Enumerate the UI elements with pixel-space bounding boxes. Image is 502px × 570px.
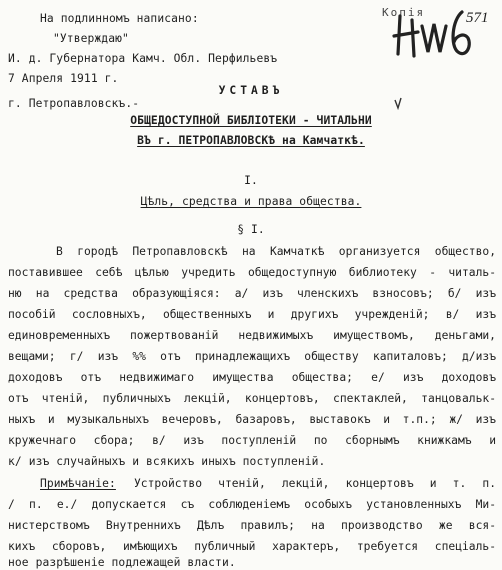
body-line: поставившее себѣ цѣлью учредить общедоступную библиотеку - читаль-	[8, 266, 496, 279]
approval-line-2: "Утверждаю"	[53, 32, 129, 45]
handwritten-number-mark	[392, 6, 492, 64]
note-line: нистерствомъ Внутреннихъ Дѣлъ правилъ; на производство же вся-	[8, 519, 496, 532]
title-subline-2: ВЪ г. ПЕТРОПАВЛОВСКѢ на Камчаткѣ.	[137, 134, 365, 147]
note-line: Устройство чтеній, лекцій, концертовъ и т. п.	[134, 477, 496, 490]
handwritten-tick-mark	[393, 96, 403, 110]
body-line: доходовъ отъ недвижимаго имущества общества; е/ изъ доходовъ	[8, 371, 496, 384]
body-line: кружечнаго сбора; в/ изъ поступленій по сборнымъ книжкамъ и	[8, 434, 496, 447]
note-line: / п. е./ допускается съ соблюденіемъ особыхъ установленныхъ Ми-	[8, 498, 496, 511]
body-line: пособій сословныхъ, общественныхъ и другихъ учрежденій; в/ изъ	[8, 308, 496, 321]
body-line: вещами; г/ изъ %% отъ принадлежащихъ обществу капиталовъ; д/изъ	[8, 350, 496, 363]
svg-text:571: 571	[466, 10, 489, 26]
body-line: ню на средства образующiяся: а/ изъ членскихъ взносовъ; б/ изъ	[8, 287, 496, 300]
body-line: к/ изъ случайныхъ и всякихъ иныхъ поступленій.	[8, 455, 326, 468]
note-label: Примѣчаніе:	[40, 477, 116, 490]
section-heading: Цѣль, средства и права общества.	[140, 195, 362, 208]
approval-line-4: 7 Апреля 1911 г.	[8, 72, 119, 85]
paragraph-mark: § I.	[237, 223, 265, 236]
body-line: В городѣ Петропавловскѣ на Камчаткѣ организуется общество,	[56, 245, 496, 258]
copy-mark: Копія	[382, 6, 426, 19]
document-title: УСТАВЪ	[218, 84, 284, 97]
body-line: ныхъ и музыкальныхъ вечеровъ, базаровъ, выставокъ и т.п.; ж/ изъ	[8, 413, 496, 426]
body-line: единовременныхъ пожертвованій недвижимыхъ имуществомъ, деньгами,	[8, 329, 496, 342]
title-subline-1: ОБЩЕДОСТУПНОЙ БИБЛІОТЕКИ - ЧИТАЛЬНИ	[130, 114, 372, 127]
place-line: г. Петропавловскъ.-	[8, 97, 140, 110]
body-line: отъ чтеній, публичныхъ лекцій, концертовъ, спектаклей, танцовальк-	[8, 392, 496, 405]
approval-line-1: На подлинномъ написано:	[40, 12, 199, 25]
approval-line-3: И. д. Губернатора Камч. Обл. Перфильевъ	[8, 52, 278, 65]
note-line: кихъ сборовъ, имѣющихъ публичный характеръ, требуется спеціаль-	[8, 540, 496, 553]
section-number: I.	[244, 174, 258, 187]
note-line: ное разрѣшеніе подлежащей власти.	[8, 556, 236, 569]
